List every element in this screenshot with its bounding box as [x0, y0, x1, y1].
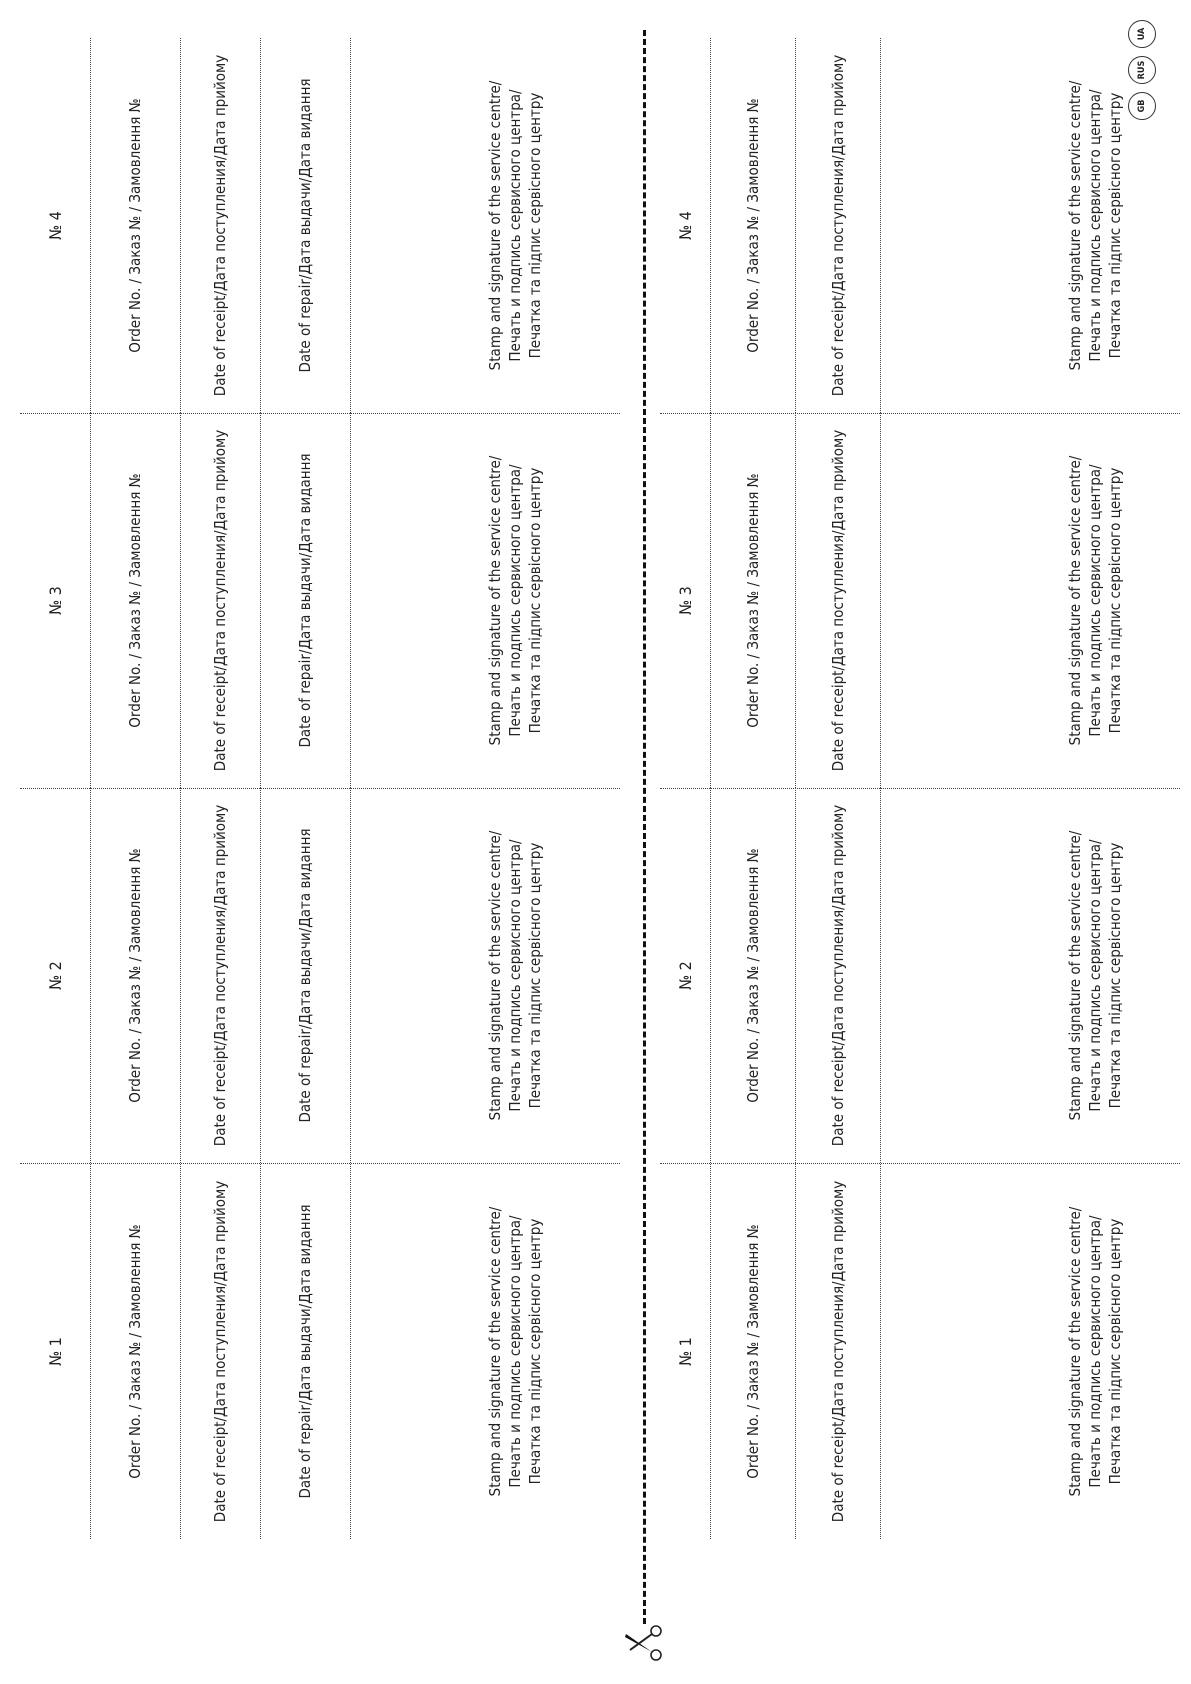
date-of-receipt-label: Date of receipt/Дата поступления/Дата прийому: [180, 413, 261, 788]
date-of-receipt-label: Date of receipt/Дата поступления/Дата прийому: [795, 1164, 881, 1539]
date-of-repair-label: Date of repair/Дата выдачи/Дата видання: [260, 38, 351, 413]
stamp-label-ua: Печатка та підпис сервісного центру: [526, 467, 544, 734]
language-badges: [1128, 20, 1156, 120]
stamp-signature-block: [1030, 1164, 1160, 1539]
stamp-label-ua: Печатка та підпис сервісного центру: [1106, 467, 1124, 734]
order-number-label: Order No. / Заказ № / Замовлення №: [710, 38, 796, 413]
language-badge-rus: RUS: [1128, 56, 1156, 84]
order-number-label: Order No. / Заказ № / Замовлення №: [710, 788, 796, 1163]
stamp-signature-block: [450, 38, 580, 413]
stamp-label-ua: Печатка та підпис сервісного центру: [526, 842, 544, 1109]
stamp-label-ua: Печатка та підпис сервісного центру: [526, 92, 544, 359]
stamp-label-ua: Печатка та підпис сервісного центру: [526, 1218, 544, 1485]
date-of-repair-label: Date of repair/Дата выдачи/Дата видання: [260, 788, 351, 1163]
stamp-label-ru: Печать и подпись сервисного центра/: [506, 1215, 524, 1488]
date-of-receipt-label: Date of receipt/Дата поступления/Дата прийому: [795, 38, 881, 413]
stamp-label-en: Stamp and signature of the service centre/: [1066, 1206, 1084, 1497]
cut-line: [643, 30, 646, 1624]
stamp-label-ru: Печать и подпись сервисного центра/: [1086, 464, 1104, 737]
date-of-receipt-label: Date of receipt/Дата поступления/Дата прийому: [180, 788, 261, 1163]
coupon-section-top: [20, 39, 620, 1539]
stamp-signature-block: [450, 1164, 580, 1539]
date-of-receipt-label: Date of receipt/Дата поступления/Дата прийому: [795, 788, 881, 1163]
coupon-column-2: [660, 788, 1180, 1164]
stamp-label-en: Stamp and signature of the service centre/: [1066, 80, 1084, 371]
coupon-number: № 2: [20, 788, 91, 1163]
stamp-label-ua: Печатка та підпис сервісного центру: [1106, 842, 1124, 1109]
date-of-repair-label: Date of repair/Дата выдачи/Дата видання: [260, 413, 351, 788]
date-of-repair-label: Date of repair/Дата выдачи/Дата видання: [260, 1164, 351, 1539]
coupon-number: № 4: [20, 38, 91, 413]
date-of-receipt-label: Date of receipt/Дата поступления/Дата прийому: [180, 38, 261, 413]
coupon-number: № 3: [20, 413, 91, 788]
order-number-label: Order No. / Заказ № / Замовлення №: [90, 1164, 181, 1539]
date-of-receipt-label: Date of receipt/Дата поступления/Дата прийому: [795, 413, 881, 788]
coupon-column-2: [20, 788, 620, 1164]
coupon-column-3: [20, 413, 620, 789]
stamp-label-ru: Печать и подпись сервисного центра/: [1086, 89, 1104, 362]
stamp-signature-block: [1030, 413, 1160, 788]
scissors-icon: [622, 1620, 666, 1664]
order-number-label: Order No. / Заказ № / Замовлення №: [90, 413, 181, 788]
order-number-label: Order No. / Заказ № / Замовлення №: [90, 38, 181, 413]
coupon-number: № 4: [660, 38, 711, 413]
stamp-label-ru: Печать и подпись сервисного центра/: [506, 839, 524, 1112]
stamp-label-en: Stamp and signature of the service centre/: [1066, 455, 1084, 746]
coupon-column-1: [660, 1164, 1180, 1539]
stamp-label-en: Stamp and signature of the service centre/: [486, 830, 504, 1121]
order-number-label: Order No. / Заказ № / Замовлення №: [710, 413, 796, 788]
coupon-column-4: [660, 38, 1180, 414]
stamp-label-ua: Печатка та підпис сервісного центру: [1106, 92, 1124, 359]
coupon-number: № 1: [20, 1164, 91, 1539]
stamp-label-en: Stamp and signature of the service centre/: [486, 80, 504, 371]
coupon-number: № 1: [660, 1164, 711, 1539]
coupon-number: № 2: [660, 788, 711, 1163]
coupon-number: № 3: [660, 413, 711, 788]
stamp-label-ru: Печать и подпись сервисного центра/: [506, 464, 524, 737]
coupon-section-bottom: [660, 39, 1180, 1539]
coupon-column-4: [20, 38, 620, 414]
stamp-label-ru: Печать и подпись сервисного центра/: [506, 89, 524, 362]
stamp-signature-block: [450, 413, 580, 788]
stamp-label-ru: Печать и подпись сервисного центра/: [1086, 1215, 1104, 1488]
date-of-receipt-label: Date of receipt/Дата поступления/Дата прийому: [180, 1164, 261, 1539]
language-badge-gb: GB: [1128, 92, 1156, 120]
stamp-signature-block: [450, 788, 580, 1163]
stamp-label-ru: Печать и подпись сервисного центра/: [1086, 839, 1104, 1112]
stamp-label-en: Stamp and signature of the service centre/: [486, 1206, 504, 1497]
stamp-label-ua: Печатка та підпис сервісного центру: [1106, 1218, 1124, 1485]
stamp-label-en: Stamp and signature of the service centre/: [1066, 830, 1084, 1121]
order-number-label: Order No. / Заказ № / Замовлення №: [710, 1164, 796, 1539]
coupon-column-1: [20, 1164, 620, 1539]
order-number-label: Order No. / Заказ № / Замовлення №: [90, 788, 181, 1163]
stamp-signature-block: [1030, 788, 1160, 1163]
language-badge-ua: UA: [1128, 20, 1156, 48]
stamp-label-en: Stamp and signature of the service centre/: [486, 455, 504, 746]
coupon-column-3: [660, 413, 1180, 789]
